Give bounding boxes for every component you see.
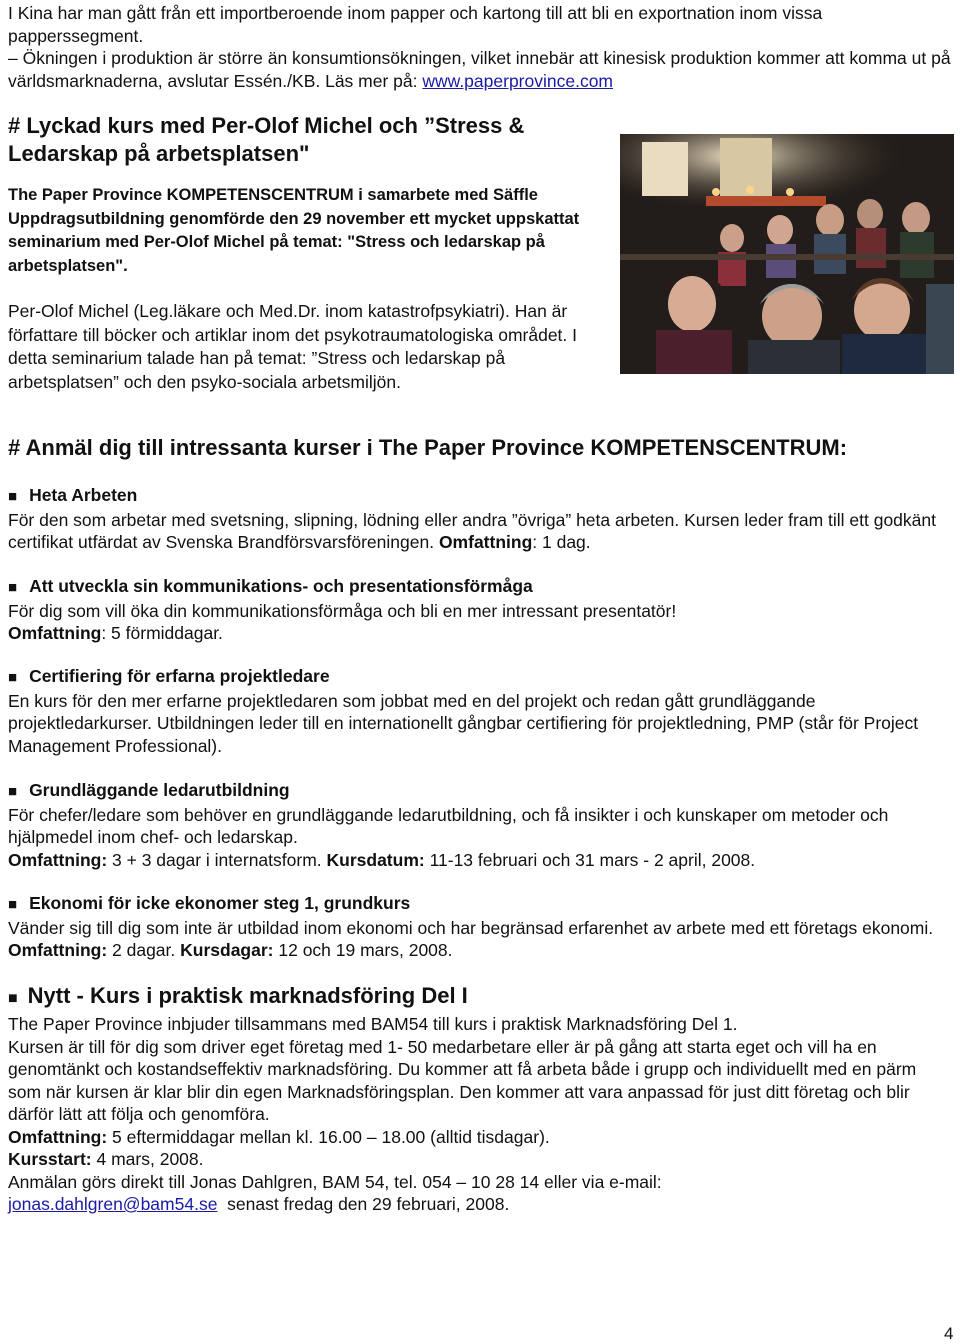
bullet-icon: ■	[8, 579, 18, 596]
intro-paragraph	[8, 2, 953, 92]
course-start: Kursstart: 4 mars, 2008.	[8, 1149, 204, 1169]
course-certifiering	[8, 665, 953, 757]
course-deadline: jonas.dahlgren@bam54.se senast fredag den 29 februari, 2008.	[8, 1194, 510, 1214]
course-description: För chefer/ledare som behöver en grundläggande ledarutbildning, och få insikter i och kunskaper om metoder och hjälpmedel inom chef- och ledarskap.	[8, 804, 889, 847]
course-title: ■ Heta Arbeten	[8, 485, 138, 505]
course-ekonomi	[8, 892, 953, 962]
page-number: 4	[944, 1324, 954, 1343]
course-description: En kurs för den mer erfarne projektledaren som jobbat med en del projekt och redan gått grundläggande projektledarkurser. Utbildningen leder till en internationellt gångbar certifiering för projektledning, PMP (står för Project Management Professional).	[8, 690, 919, 756]
course-title: ■ Certifiering för erfarna projektledare	[8, 666, 330, 686]
course-scope: Omfattning: 5 förmiddagar.	[8, 623, 223, 643]
seminar-photo	[620, 134, 954, 374]
intro-line-1: I Kina har man gått från ett importberoende inom papper och kartong till att bli en exportnation inom vissa papperssegment.	[8, 3, 823, 46]
course-marknadsforing	[8, 982, 953, 1216]
article-body: Per-Olof Michel (Leg.läkare och Med.Dr. inom katastrofpsykiatri). Han är författare till böcker och artiklar inom det psykotraumatologiska området. I detta seminarium talade han på temat: ”Stress och ledarskap på arbetsplatsen” och den psyko-sociala arbetsmiljön.	[8, 301, 577, 392]
course-description: För den som arbetar med svetsning, slipning, lödning eller andra ”övriga” heta arbeten. Kursen leder fram till ett godkänt certifikat utfärdat av Svenska Brandförsvarsföreningen. Omfattning: 1 dag.	[8, 509, 936, 552]
course-heta-arbeten	[8, 484, 953, 554]
bullet-icon: ■	[8, 669, 18, 686]
article-lead: The Paper Province KOMPETENSCENTRUM i samarbete med Säffle Uppdragsutbildning genomförde den 29 november ett mycket uppskattat seminarium med Per-Olof Michel på temat: "Stress och ledarskap på arbetsplatsen".	[8, 186, 580, 275]
course-ledarutbildning	[8, 779, 953, 871]
courses-heading: # Anmäl dig till intressanta kurser i The Paper Province KOMPETENSCENTRUM:	[8, 435, 848, 460]
email-link[interactable]: jonas.dahlgren@bam54.se	[8, 1194, 218, 1214]
course-title: ■ Grundläggande ledarutbildning	[8, 780, 290, 800]
course-title: ■ Att utveckla sin kommunikations- och presentationsförmåga	[8, 576, 533, 596]
course-title: ■ Nytt - Kurs i praktisk marknadsföring Del I	[8, 983, 468, 1008]
article-heading: # Lyckad kurs med Per-Olof Michel och ”Stress & Ledarskap på arbetsplatsen"	[8, 113, 525, 166]
course-description: Vänder sig till dig som inte är utbildad inom ekonomi och har begränsad erfarenhet av arbete med ett företags ekonomi. Omfattning: 2 dagar. Kursdagar: 12 och 19 mars, 2008.	[8, 917, 934, 960]
bullet-icon: ■	[8, 783, 18, 800]
intro-line-2: – Ökningen i produktion är större än konsumtionsökningen, vilket innebär att kinesisk produktion kommer att komma ut på världsmarknaderna, avslutar Essén./KB. Läs mer på: www.paperprovince.com	[8, 48, 951, 91]
course-contact: Anmälan görs direkt till Jonas Dahlgren, BAM 54, tel. 054 – 10 28 14 eller via e-mail:	[8, 1171, 662, 1192]
course-scope: Omfattning: 3 + 3 dagar i internatsform. Kursdatum: 11-13 februari och 31 mars - 2 april, 2008.	[8, 849, 756, 870]
course-title: ■ Ekonomi för icke ekonomer steg 1, grundkurs	[8, 893, 411, 913]
course-scope: Omfattning: 5 eftermiddagar mellan kl. 16.00 – 18.00 (alltid tisdagar).	[8, 1126, 550, 1147]
course-intro: The Paper Province inbjuder tillsammans med BAM54 till kurs i praktisk Marknadsföring Del 1.	[8, 1014, 738, 1034]
course-description: För dig som vill öka din kommunikationsförmåga och bli en mer intressant presentatör!	[8, 600, 677, 621]
course-description: Kursen är till för dig som driver eget företag med 1- 50 medarbetare eller är på gång att starta eget och vill ha en genomtänkt och kostandseffektiv marknadsföring. Du kommer att få arbeta både i grupp och individuellt med en pärm som när kursen är klar blir din egen Marknadsföringsplan. Den kommer att vara anpassad för just ditt företag och blir därför lätt att följa och genomföra.	[8, 1036, 917, 1124]
course-kommunikation	[8, 575, 953, 645]
paperprovince-link[interactable]: www.paperprovince.com	[422, 70, 614, 91]
seminar-photo-illustration	[620, 134, 954, 374]
bullet-icon: ■	[8, 896, 18, 913]
bullet-icon: ■	[8, 488, 18, 505]
bullet-icon: ■	[8, 990, 18, 1007]
